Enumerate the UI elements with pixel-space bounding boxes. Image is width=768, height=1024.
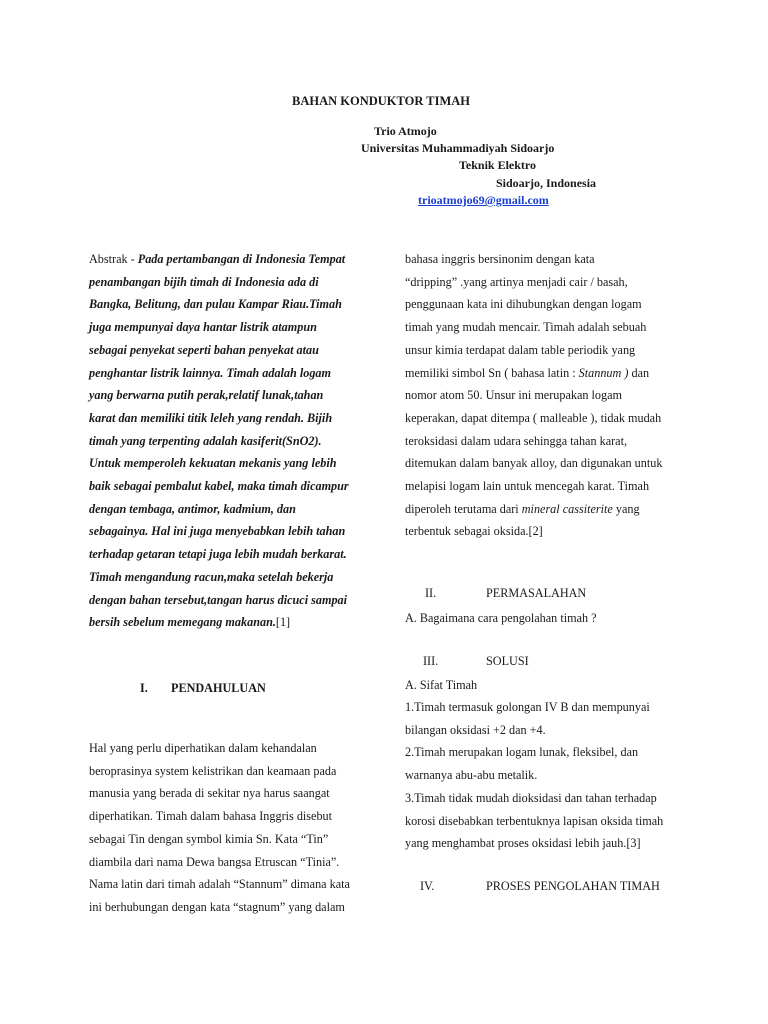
abstract-line: karat dan memiliki titik leleh yang rendah. Bijih bbox=[89, 410, 333, 425]
body-line: terbentuk sebagai oksida.[2] bbox=[405, 524, 543, 539]
body-line: ini berhubungan dengan kata “stagnum” yang dalam bbox=[89, 899, 345, 914]
abstract-line: sebagainya. Hal ini juga menyebabkan lebih tahan bbox=[89, 524, 346, 539]
section-heading: PROSES PENGOLAHAN TIMAH bbox=[486, 879, 660, 893]
section-number: III. bbox=[423, 654, 439, 668]
abstract-label: Abstrak - bbox=[89, 252, 135, 266]
body-line: diperhatikan. Timah dalam bahasa Inggris disebut bbox=[89, 809, 333, 824]
body-line: teroksidasi dalam udara sehingga tahan karat, bbox=[405, 433, 627, 448]
section-heading: PERMASALAHAN bbox=[486, 586, 587, 600]
body-line: melapisi logam lain untuk mencegah karat. Timah bbox=[405, 479, 650, 494]
body-line: Nama latin dari timah adalah “Stannum” dimana kata bbox=[89, 877, 350, 892]
body-line: korosi disebabkan terbentuknya lapisan oksida timah bbox=[405, 813, 664, 828]
problem-question: A. Bagaimana cara pengolahan timah ? bbox=[405, 611, 597, 625]
right-column bbox=[405, 248, 690, 543]
abstract-line: Abstrak - Pada pertambangan di Indonesia Tempat bbox=[89, 252, 346, 266]
body-line: diperoleh terutama dari mineral cassiterite yang bbox=[405, 501, 640, 516]
abstract-line: penghantar listrik lainnya. Timah adalah logam bbox=[89, 365, 331, 380]
body-line: diambila dari nama Dewa bangsa Etruscan “Tinia”. bbox=[89, 854, 340, 869]
abstract-line: dengan bahan tersebut,tangan harus dicuci sampai bbox=[89, 592, 348, 607]
body-line: bahasa inggris bersinonim dengan kata bbox=[405, 252, 595, 266]
section-number: I. bbox=[140, 681, 148, 695]
author-department: Teknik Elektro bbox=[459, 158, 537, 172]
paper-title: BAHAN KONDUKTOR TIMAH bbox=[292, 94, 471, 108]
solution-body bbox=[405, 696, 690, 855]
section-heading: SOLUSI bbox=[486, 654, 529, 668]
abstract-line: juga mempunyai daya hantar listrik atampun bbox=[89, 320, 317, 335]
body-line: unsur kimia terdapat dalam table periodik yang bbox=[405, 342, 636, 357]
body-line: “dripping” .yang artinya menjadi cair / basah, bbox=[405, 274, 628, 289]
left-column bbox=[89, 248, 374, 634]
abstract-line: timah yang terpenting adalah kasiferit(SnO2). bbox=[89, 433, 322, 448]
section-number: II. bbox=[425, 586, 437, 600]
section-number: IV. bbox=[420, 879, 435, 893]
abstract-line: Timah mengandung racun,maka setelah bekerja bbox=[89, 569, 334, 584]
author-location: Sidoarjo, Indonesia bbox=[496, 176, 597, 190]
body-line: beroprasinya system kelistrikan dan keamaan pada bbox=[89, 763, 337, 778]
abstract-line: penambangan bijih timah di Indonesia ada di bbox=[89, 274, 319, 289]
abstract-line: sebagai penyekat seperti bahan penyekat atau bbox=[89, 342, 319, 357]
abstract-citation: [1] bbox=[275, 615, 291, 630]
section-heading: PENDAHULUAN bbox=[171, 681, 266, 695]
author-affiliation: Universitas Muhammadiyah Sidoarjo bbox=[361, 141, 555, 155]
body-line: Hal yang perlu diperhatikan dalam kehandalan bbox=[89, 741, 317, 755]
abstract-line: yang berwarna putih perak,relatif lunak,tahan bbox=[89, 388, 324, 403]
body-line: sebagai Tin dengan symbol kimia Sn. Kata “Tin” bbox=[89, 831, 329, 846]
body-line: yang menghambat proses oksidasi lebih jauh.[3] bbox=[405, 836, 641, 851]
abstract-line: Untuk memperoleh kekuatan mekanis yang lebih bbox=[89, 456, 337, 471]
abstract-line: bersih sebelum memegang makanan.[1] bbox=[89, 615, 291, 630]
abstract-line: Bangka, Belitung, dan pulau Kampar Riau.Timah bbox=[89, 297, 342, 312]
body-line: memiliki simbol Sn ( bahasa latin : Stannum ) dan bbox=[405, 365, 650, 380]
body-line: ditemukan dalam banyak alloy, dan digunakan untuk bbox=[405, 456, 663, 471]
body-line: 1.Timah termasuk golongan IV B dan mempunyai bbox=[405, 700, 650, 714]
introduction-body bbox=[89, 737, 374, 919]
body-line: keperakan, dapat ditempa ( malleable ), tidak mudah bbox=[405, 410, 662, 425]
body-line: penggunaan kata ini dihubungkan dengan logam bbox=[405, 297, 642, 312]
body-line: bilangan oksidasi +2 dan +4. bbox=[405, 722, 546, 737]
author-name: Trio Atmojo bbox=[374, 124, 437, 138]
author-email-link[interactable]: trioatmojo69@gmail.com bbox=[418, 193, 549, 207]
body-line: 3.Timah tidak mudah dioksidasi dan tahan terhadap bbox=[405, 790, 657, 805]
mineral-term: mineral cassiterite bbox=[521, 501, 613, 516]
subsection-heading: A. Sifat Timah bbox=[405, 678, 478, 692]
abstract-line: dengan tembaga, antimor, kadmium, dan bbox=[89, 501, 296, 516]
body-line: timah yang mudah mencair. Timah adalah sebuah bbox=[405, 320, 647, 335]
latin-term: Stannum ) bbox=[578, 365, 629, 380]
body-line: manusia yang berada di sekitar nya harus saangat bbox=[89, 786, 330, 801]
body-line: warnanya abu-abu metalik. bbox=[405, 768, 538, 783]
abstract-line: baik sebagai pembalut kabel, maka timah dicampur bbox=[89, 479, 349, 494]
body-line: nomor atom 50. Unsur ini merupakan logam bbox=[405, 388, 622, 403]
body-line: 2.Timah merupakan logam lunak, fleksibel, dan bbox=[405, 745, 639, 760]
abstract-line: terhadap getaran tetapi juga lebih mudah berkarat. bbox=[89, 547, 347, 562]
